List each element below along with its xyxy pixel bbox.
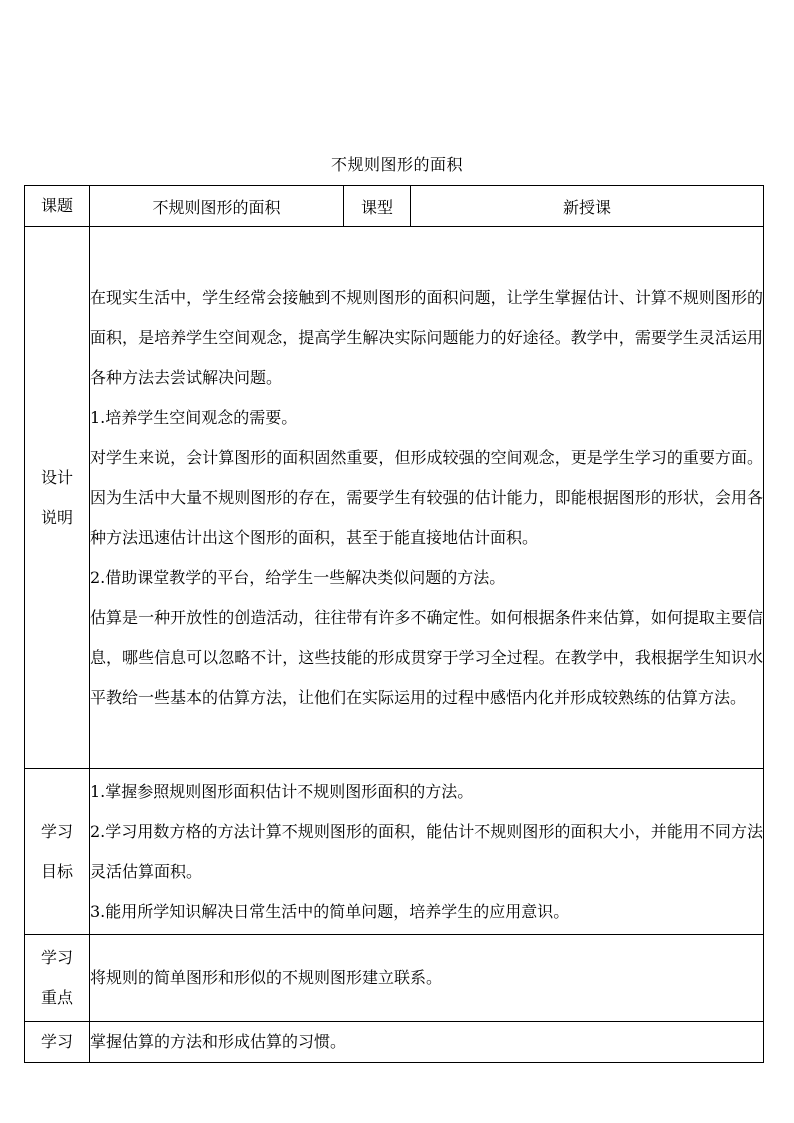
difficulties-content bbox=[90, 1022, 764, 1063]
design-notes-paragraph: 估算是一种开放性的创造活动，往往带有许多不确定性。如何根据条件来估算，如何提取主要信息，哪些信息可以忽略不计，这些技能的形成贯穿于学习全过程。在教学中，我根据学生知识水平教给一些基本的估算方法，让他们在实际运用的过程中感悟内化并形成较熟练的估算方法。 bbox=[90, 607, 763, 707]
difficulties-row bbox=[25, 1022, 764, 1063]
design-notes-paragraph: 对学生来说，会计算图形的面积固然重要，但形成较强的空间观念，更是学生学习的重要方面。因为生活中大量不规则图形的存在，需要学生有较强的估计能力，即能根据图形的形状，会用各种方法迅速估计出这个图形的面积，甚至于能直接地估计面积。 bbox=[90, 447, 763, 547]
lesson-type-value: 新授课 bbox=[411, 186, 764, 227]
learning-goal-item: 3.能用所学知识解决日常生活中的简单问题，培养学生的应用意识。 bbox=[90, 901, 570, 921]
document-title: 不规则图形的面积 bbox=[330, 155, 463, 174]
design-notes-label-line2: 说明 bbox=[40, 507, 73, 527]
learning-goal-item: 2.学习用数方格的方法计算不规则图形的面积，能估计不规则图形的面积大小，并能用不同方法灵活估算面积。 bbox=[90, 821, 763, 881]
design-notes-paragraph: 在现实生活中，学生经常会接触到不规则图形的面积问题，让学生掌握估计、计算不规则图形的面积，是培养学生空间观念，提高学生解决实际问题能力的好途径。教学中，需要学生灵活运用各种方法去尝试解决问题。 bbox=[90, 287, 763, 387]
learning-goals-label-line2: 目标 bbox=[40, 861, 73, 881]
key-points-label-line1: 学习 bbox=[40, 948, 73, 967]
key-points-row bbox=[25, 935, 764, 1022]
key-points-label-line2: 重点 bbox=[40, 988, 73, 1007]
learning-goals-content bbox=[90, 769, 764, 935]
learning-goals-label-line1: 学习 bbox=[40, 821, 73, 841]
subject-value: 不规则图形的面积 bbox=[90, 186, 344, 227]
difficulties-text: 掌握估算的方法和形成估算的习惯。 bbox=[90, 1032, 347, 1051]
lesson-plan-table bbox=[24, 185, 764, 1063]
design-notes-label bbox=[25, 227, 90, 769]
header-row bbox=[25, 186, 764, 227]
subject-label: 课题 bbox=[25, 186, 90, 227]
key-points-label bbox=[25, 935, 90, 1022]
key-points-text: 将规则的简单图形和形似的不规则图形建立联系。 bbox=[90, 968, 443, 987]
key-points-content bbox=[90, 935, 764, 1022]
design-notes-paragraph: 1.培养学生空间观念的需要。 bbox=[90, 407, 298, 427]
design-notes-row bbox=[25, 227, 764, 769]
learning-goal-item: 1.掌握参照规则图形面积估计不规则图形面积的方法。 bbox=[90, 781, 474, 801]
design-notes-content bbox=[90, 227, 764, 769]
difficulties-label: 学习 bbox=[25, 1022, 90, 1063]
learning-goals-label bbox=[25, 769, 90, 935]
design-notes-label-line1: 设计 bbox=[40, 467, 73, 487]
design-notes-paragraph: 2.借助课堂教学的平台，给学生一些解决类似问题的方法。 bbox=[90, 567, 506, 587]
learning-goals-row bbox=[25, 769, 764, 935]
lesson-type-label: 课型 bbox=[344, 186, 411, 227]
